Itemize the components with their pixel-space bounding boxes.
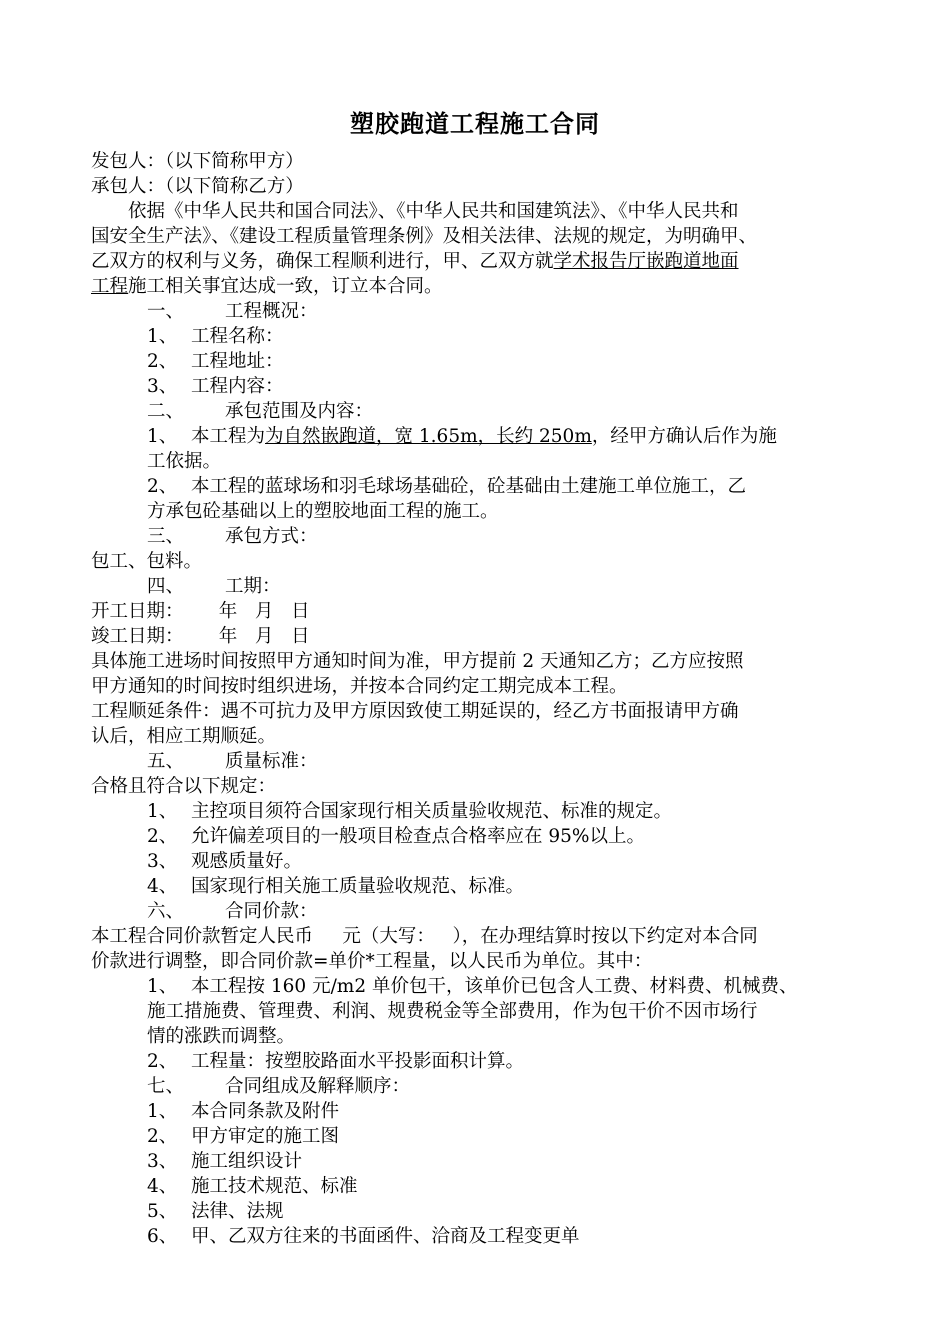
- list-item-continuation: 施工措施费、管理费、利润、规费税金等全部费用，作为包干价不因市场行: [147, 1001, 758, 1022]
- start-date-line: 开工日期： 年 月 日: [91, 601, 310, 622]
- item-number: 2、: [147, 826, 178, 847]
- list-item: [147, 324, 284, 349]
- contractor-line: 承包人：（以下简称乙方）: [91, 176, 304, 197]
- paragraph-line: 本工程合同价款暂定人民币 元（大写： ），在办理结算时按以下约定对本合同: [91, 926, 758, 947]
- section-title: 工程概况：: [225, 301, 318, 322]
- paragraph-line: 具体施工进场时间按照甲方通知时间为准，甲方提前 2 天通知乙方；乙方应按照: [91, 651, 744, 672]
- employer-line: 发包人：（以下简称甲方）: [91, 151, 304, 172]
- section-heading: [147, 1074, 410, 1099]
- item-number: 3、: [147, 1151, 178, 1172]
- item-number: 2、: [147, 1126, 178, 1147]
- project-name-underlined: 学术报告厅嵌跑道地面: [553, 251, 739, 272]
- section-heading: [147, 524, 318, 549]
- paragraph-line: 甲方通知的时间按时组织进场，并按本合同约定工期完成本工程。: [91, 676, 628, 697]
- intro-text: 施工相关事宜达成一致，订立本合同。: [128, 276, 443, 297]
- paragraph-line: 价款进行调整，即合同价款=单价*工程量，以人民币为单位。其中：: [91, 951, 653, 972]
- section-number: 七、: [147, 1076, 185, 1097]
- item-text: 工程内容：: [191, 376, 284, 397]
- list-item: [147, 1124, 339, 1149]
- paragraph-line: 认后，相应工期顺延。: [91, 726, 277, 747]
- section-number: 一、: [147, 301, 185, 322]
- section-number: 五、: [147, 751, 185, 772]
- item-text: 工程量：按塑胶路面水平投影面积计算。: [191, 1051, 525, 1072]
- item-text: 工程地址：: [191, 351, 284, 372]
- section-number: 二、: [147, 401, 185, 422]
- item-number: 6、: [147, 1226, 178, 1247]
- list-item: [147, 424, 777, 449]
- list-item: [147, 799, 672, 824]
- list-item: [147, 1049, 524, 1074]
- item-number: 2、: [147, 1051, 178, 1072]
- section-body: 合格且符合以下规定：: [91, 776, 277, 797]
- document-title: 塑胶跑道工程施工合同: [350, 109, 600, 138]
- section-heading: [147, 899, 318, 924]
- item-number: 4、: [147, 876, 178, 897]
- list-item: [147, 974, 798, 999]
- section-number: 六、: [147, 901, 185, 922]
- item-number: 1、: [147, 426, 178, 447]
- section-heading: [147, 574, 281, 599]
- item-text: 甲、乙双方往来的书面函件、洽商及工程变更单: [191, 1226, 580, 1247]
- list-item: [147, 1099, 339, 1124]
- list-item-continuation: 情的涨跌而调整。: [147, 1026, 296, 1047]
- list-item: [147, 474, 746, 499]
- list-item: [147, 1224, 580, 1249]
- item-text: 施工技术规范、标准: [191, 1176, 358, 1197]
- item-text: 观感质量好。: [191, 851, 303, 872]
- section-title: 承包范围及内容：: [225, 401, 374, 422]
- item-text: 本合同条款及附件: [191, 1101, 340, 1122]
- list-item: [147, 1174, 358, 1199]
- item-number: 1、: [147, 976, 178, 997]
- item-number: 2、: [147, 476, 178, 497]
- list-item-continuation: 方承包砼基础以上的塑胶地面工程的施工。: [147, 501, 499, 522]
- item-text: ，经甲方确认后作为施: [591, 426, 777, 447]
- project-name-underlined: 工程: [91, 276, 129, 297]
- item-text: 本工程按 160 元/m2 单价包干，该单价已包含人工费、材料费、机械费、: [191, 976, 798, 997]
- intro-line: [91, 249, 739, 274]
- item-number: 5、: [147, 1201, 178, 1222]
- section-title: 质量标准：: [225, 751, 318, 772]
- list-item-continuation: 工依据。: [147, 451, 222, 472]
- item-number: 1、: [147, 801, 178, 822]
- intro-text: 乙双方的权利与义务，确保工程顺利进行，甲、乙双方就: [91, 251, 554, 272]
- item-text: 本工程为: [191, 426, 266, 447]
- item-text: 工程名称：: [191, 326, 284, 347]
- item-number: 1、: [147, 326, 178, 347]
- item-text: 主控项目须符合国家现行相关质量验收规范、标准的规定。: [191, 801, 673, 822]
- intro-line: 依据《中华人民共和国合同法》、《中华人民共和国建筑法》、《中华人民共和: [128, 201, 739, 222]
- section-title: 合同组成及解释顺序：: [225, 1076, 411, 1097]
- item-number: 1、: [147, 1101, 178, 1122]
- item-text: 允许偏差项目的一般项目检查点合格率应在 95%以上。: [191, 826, 646, 847]
- list-item: [147, 1199, 284, 1224]
- section-heading: [147, 299, 318, 324]
- list-item: [147, 824, 645, 849]
- list-item: [147, 1149, 302, 1174]
- list-item: [147, 874, 524, 899]
- section-body: 包工、包料。: [91, 551, 203, 572]
- item-text: 施工组织设计: [191, 1151, 303, 1172]
- item-number: 2、: [147, 351, 178, 372]
- item-text: 本工程的蓝球场和羽毛球场基础砼，砼基础由土建施工单位施工，乙: [191, 476, 747, 497]
- item-number: 3、: [147, 376, 178, 397]
- list-item: [147, 849, 302, 874]
- item-text: 法律、法规: [191, 1201, 284, 1222]
- item-number: 4、: [147, 1176, 178, 1197]
- item-text: 甲方审定的施工图: [191, 1126, 340, 1147]
- section-number: 三、: [147, 526, 185, 547]
- item-number: 3、: [147, 851, 178, 872]
- section-heading: [147, 749, 318, 774]
- list-item: [147, 349, 284, 374]
- section-title: 承包方式：: [225, 526, 318, 547]
- paragraph-line: 工程顺延条件：遇不可抗力及甲方原因致使工期延误的，经乙方书面报请甲方确: [91, 701, 739, 722]
- section-number: 四、: [147, 576, 185, 597]
- intro-line: 国安全生产法》、《建设工程质量管理条例》及相关法律、法规的规定，为明确甲、: [91, 226, 758, 247]
- intro-line: [91, 274, 443, 299]
- item-text: 国家现行相关施工质量验收规范、标准。: [191, 876, 525, 897]
- end-date-line: 竣工日期： 年 月 日: [91, 626, 310, 647]
- scope-underlined: 为自然嵌跑道，宽 1.65m，长约 250m: [265, 426, 592, 447]
- section-title: 工期：: [225, 576, 281, 597]
- section-title: 合同价款：: [225, 901, 318, 922]
- list-item: [147, 374, 284, 399]
- section-heading: [147, 399, 373, 424]
